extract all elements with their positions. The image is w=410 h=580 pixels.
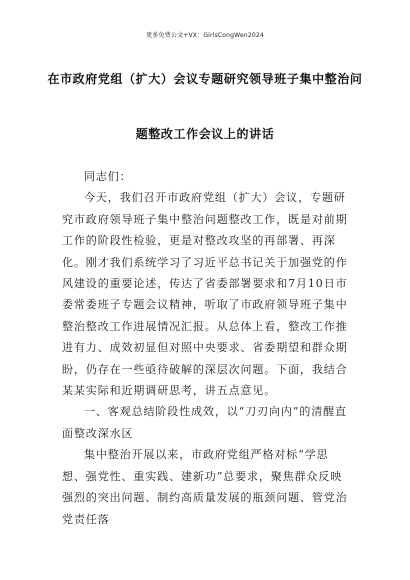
title-line-1: 在市政府党组（扩大）会议专题研究领导班子集中整治问 — [47, 72, 363, 86]
header-note: 更多免费公文+VX：GirlsCongWen2024 — [146, 32, 264, 39]
speech-body — [62, 166, 348, 530]
salutation: 同志们： — [84, 170, 132, 183]
title-line-2: 题整改工作会议上的讲话 — [135, 127, 275, 141]
section-heading-1: 一、客观总结阶段性成效，以“刀刃向内”的清醒直面整改深水区 — [62, 405, 347, 440]
paragraph-1: 今天，我们召开市政府党组（扩大）会议，专题研究市政府领导班子集中整治问题整改工作，既是对前期工作的阶段性检验，更是对整改攻坚的再部署、再深化。刚才我们系统学习了习近平总书记关于加强党的作风建设的重要论述，传达了省委部署要求和7月10日市委常委班子专题会议精神，听取了市政府领导班子集中整治整改工作进展情况汇报。从总体上看，整改工作推进有力、成效初显但对照中央要求、省委期望和群众期盼，仍存在一些亟待破解的深层次问题。下面，我结合某某实际和近期调研思考，讲五点意见。 — [62, 191, 348, 398]
paragraph-2: 集中整治开展以来，市政府党组严格对标“学思想、强党性、重实践、建新功”总要求，聚焦群众反映强烈的突出问题、制约高质量发展的瓶颈问题、管党治党责任落 — [62, 448, 348, 526]
